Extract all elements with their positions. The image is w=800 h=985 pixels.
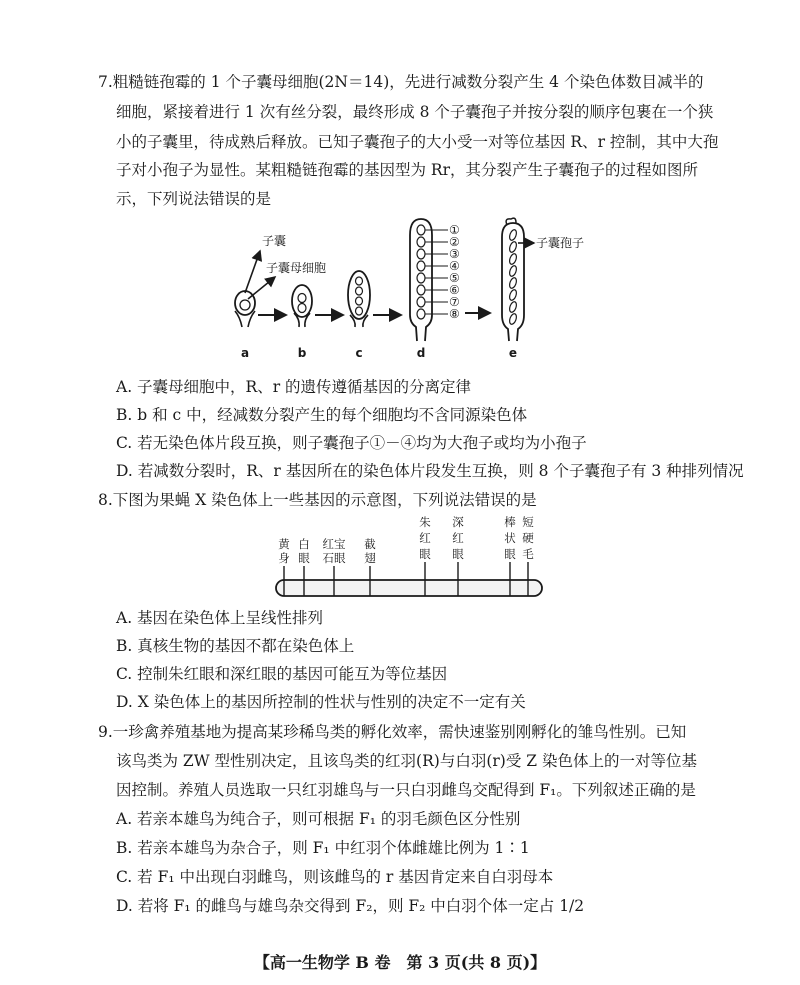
stage-c-cell (348, 271, 370, 327)
spore-number-4: ④ (449, 259, 460, 273)
stage-label-b: b (297, 346, 307, 360)
stage-d-ascus (410, 219, 460, 341)
gene-deep-red-eye-2: 红 (452, 531, 464, 545)
spore-number-5: ⑤ (449, 271, 460, 285)
gene-short-bristle-1: 短 (522, 515, 534, 529)
q9-option-b: B. 若亲本雄鸟为杂合子，则 F₁ 中红羽个体雌雄比例为 1∶1 (116, 839, 530, 857)
gene-vermilion-eye-2: 红 (419, 531, 431, 545)
q7-stem-line-4: 子对小孢子为显性。某粗糙链孢霉的基因型为 Rr，其分裂产生子囊孢子的过程如图所 (116, 161, 699, 179)
stage-label-d: d (416, 346, 426, 360)
q8-option-d: D. X 染色体上的基因所控制的性状与性别的决定不一定有关 (116, 693, 526, 711)
gene-vermilion-eye-1: 朱 (419, 515, 431, 529)
gene-bar-eye-1: 棒 (504, 515, 516, 529)
q8-stem: 8.下图为果蝇 X 染色体上一些基因的示意图，下列说法错误的是 (98, 491, 537, 509)
gene-yellow-body-2: 身 (278, 551, 290, 565)
q7-option-a: A. 子囊母细胞中，R、r 的遗传遵循基因的分离定律 (116, 378, 472, 396)
q9-option-d: D. 若将 F₁ 的雌鸟与雄鸟杂交得到 F₂，则 F₂ 中白羽个体一定占 1/2 (116, 897, 585, 915)
q7-option-d: D. 若减数分裂时，R、r 基因所在的染色体片段发生互换，则 8 个子囊孢子有 3 种排列情况 (116, 462, 744, 480)
gene-ruby-eye-2: 石眼 (322, 551, 346, 565)
gene-ruby-eye-1: 红宝 (322, 537, 346, 551)
gene-bar-eye-2: 状 (504, 531, 516, 545)
q9-option-a: A. 若亲本雄鸟为纯合子，则可根据 F₁ 的羽毛颜色区分性别 (116, 810, 521, 828)
stage-b-cell (292, 285, 312, 327)
q8-option-a: A. 基因在染色体上呈线性排列 (116, 609, 324, 627)
spore-number-1: ① (449, 223, 460, 237)
q7-stem-line-2: 细胞，紧接着进行 1 次有丝分裂，最终形成 8 个子囊孢子并按分裂的顺序包裹在一个狭 (116, 103, 714, 121)
q7-stem-line-5: 示，下列说法错误的是 (116, 190, 272, 208)
label-spore: 子囊孢子 (536, 236, 585, 250)
stage-label-a: a (240, 346, 250, 360)
gene-short-bristle-3: 毛 (522, 547, 534, 561)
gene-deep-red-eye-1: 深 (452, 515, 464, 529)
q7-option-c: C. 若无染色体片段互换，则子囊孢子①－④均为大孢子或均为小孢子 (116, 434, 587, 452)
stage-label-c: c (355, 346, 363, 360)
page-footer: 【高一生物学 B 卷 第 3 页(共 8 页)】 (253, 953, 547, 972)
gene-short-bristle-2: 硬 (522, 531, 534, 545)
gene-yellow-body-1: 黄 (278, 537, 290, 551)
q9-stem-line-1: 9.一珍禽养殖基地为提高某珍稀鸟类的孵化效率，需快速鉴别刚孵化的雏鸟性别。已知 (98, 723, 687, 741)
q7-option-b: B. b 和 c 中，经减数分裂产生的每个细胞均不含同源染色体 (116, 406, 528, 424)
q9-stem-line-2: 该鸟类为 ZW 型性别决定，且该鸟类的红羽(R)与白羽(r)受 Z 染色体上的一对等位基 (116, 752, 697, 770)
spore-number-6: ⑥ (449, 283, 460, 297)
label-mother-cell: 子囊母细胞 (266, 261, 327, 275)
q7-ascus-figure (220, 215, 640, 365)
q9-option-c: C. 若 F₁ 中出现白羽雌鸟，则该雌鸟的 r 基因肯定来自白羽母本 (116, 868, 554, 886)
q7-stem-line-1: 7.粗糙链孢霉的 1 个子囊母细胞(2N＝14)，先进行减数分裂产生 4 个染色体数目减半的 (98, 73, 704, 91)
q8-x-chromosome-figure (270, 512, 550, 604)
gene-vermilion-eye-3: 眼 (419, 547, 431, 561)
spore-number-3: ③ (449, 247, 460, 261)
label-ascus: 子囊 (262, 234, 287, 248)
q7-stem-line-3: 小的子囊里，待成熟后释放。已知子囊孢子的大小受一对等位基因 R、r 控制，其中大孢 (116, 133, 719, 151)
gene-white-eye-2: 眼 (298, 551, 310, 565)
stage-e-ascus (502, 218, 584, 341)
gene-white-eye-1: 白 (298, 537, 310, 551)
x-chromosome-bar (276, 580, 542, 596)
spore-number-7: ⑦ (449, 295, 460, 309)
spore-number-2: ② (449, 235, 460, 249)
q9-stem-line-3: 因控制。养殖人员选取一只红羽雄鸟与一只白羽雌鸟交配得到 F₁。下列叙述正确的是 (116, 781, 696, 799)
q8-option-b: B. 真核生物的基因不都在染色体上 (116, 637, 355, 655)
gene-cut-wing-2: 翅 (364, 551, 376, 565)
gene-bar-eye-3: 眼 (504, 547, 516, 561)
q8-option-c: C. 控制朱红眼和深红眼的基因可能互为等位基因 (116, 665, 448, 683)
spore-number-8: ⑧ (449, 307, 460, 321)
gene-cut-wing-1: 截 (364, 537, 376, 551)
gene-deep-red-eye-3: 眼 (452, 547, 464, 561)
stage-label-e: e (508, 346, 518, 360)
